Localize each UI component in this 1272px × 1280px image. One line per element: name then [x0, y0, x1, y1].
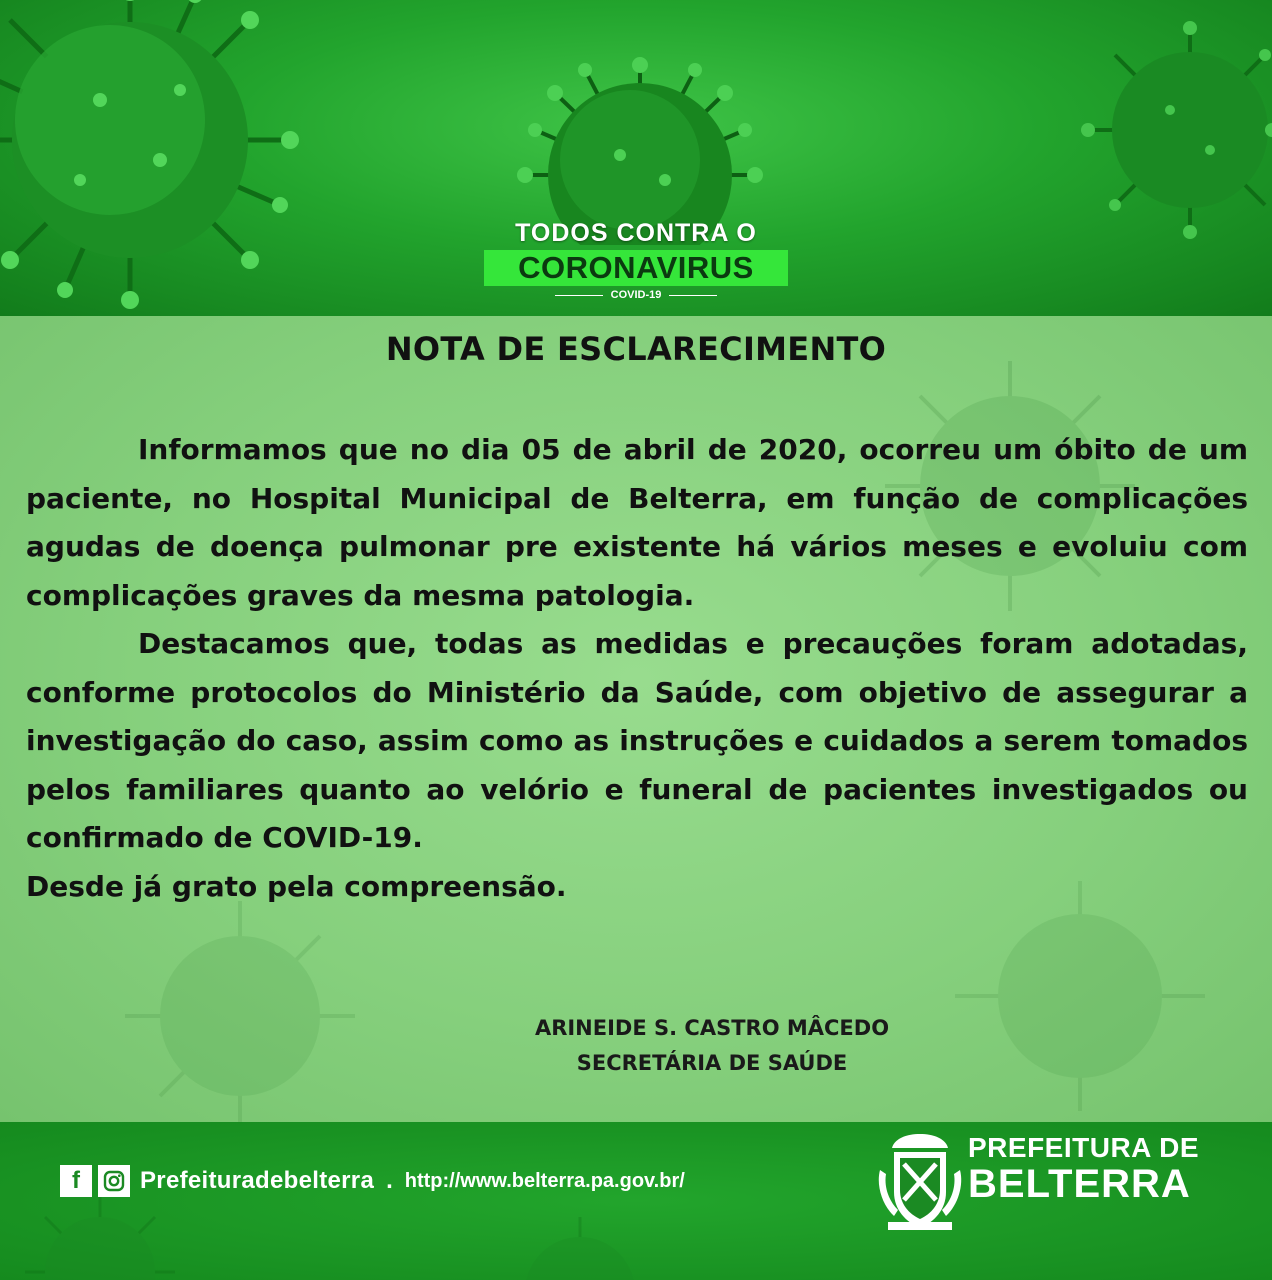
notice-title: NOTA DE ESCLARECIMENTO [385, 330, 887, 368]
campaign-logo [484, 218, 788, 304]
virus-icon [490, 55, 790, 245]
notice-paragraph-1: Informamos que no dia 05 de abril de 2020, ocorreu um óbito de um paciente, no Hospital Municipal de Belterra, em função de complicações agudas de doença pulmonar pre existente há vários meses e evoluiu com complicações graves da mesma patologia. [26, 433, 1248, 612]
virus-icon [1080, 20, 1272, 240]
separator: . [386, 1167, 393, 1194]
header-banner [0, 0, 1272, 316]
virus-icon [500, 1212, 660, 1280]
divider [555, 295, 603, 296]
logo-line-3-wrapper [484, 289, 788, 301]
website-link[interactable]: http://www.belterra.pa.gov.br/ [404, 1169, 685, 1192]
signer-role: SECRETÁRIA DE SAÚDE [576, 1051, 848, 1075]
signature-block [452, 1011, 972, 1081]
municipality-line-1: PREFEITURA DE [968, 1132, 1200, 1163]
footer-banner [0, 1122, 1272, 1280]
social-handle[interactable]: Prefeituradebelterra [140, 1167, 375, 1194]
logo-line-2: CORONAVIRUS [484, 250, 788, 286]
notice-body [26, 426, 1248, 911]
virus-icon [0, 0, 310, 310]
municipal-emblem-icon [874, 1130, 966, 1234]
notice-closing: Desde já grato pela compreensão. [26, 869, 567, 903]
facebook-icon[interactable]: f [60, 1165, 92, 1197]
municipality-line-2: BELTERRA [968, 1162, 1191, 1206]
virus-icon [20, 1192, 180, 1280]
logo-line-3: COVID-19 [610, 289, 662, 301]
municipality-name [968, 1134, 1199, 1204]
social-links [60, 1164, 685, 1198]
notice-panel [0, 316, 1272, 1122]
divider [669, 295, 717, 296]
notice-paragraph-2: Destacamos que, todas as medidas e precauções foram adotadas, conforme protocolos do Ministério da Saúde, com objetivo de assegurar a investigação do caso, assim como as instruções e cuidados a serem tomados pelos familiares quanto ao velório e funeral de pacientes investigados ou confirmado de COVID-19. [26, 627, 1248, 854]
logo-line-1: TODOS CONTRA O [515, 219, 757, 247]
signer-name: ARINEIDE S. CASTRO MÂCEDO [534, 1016, 890, 1040]
virus-icon [950, 876, 1210, 1116]
virus-icon [120, 896, 360, 1122]
instagram-icon[interactable] [98, 1165, 130, 1197]
